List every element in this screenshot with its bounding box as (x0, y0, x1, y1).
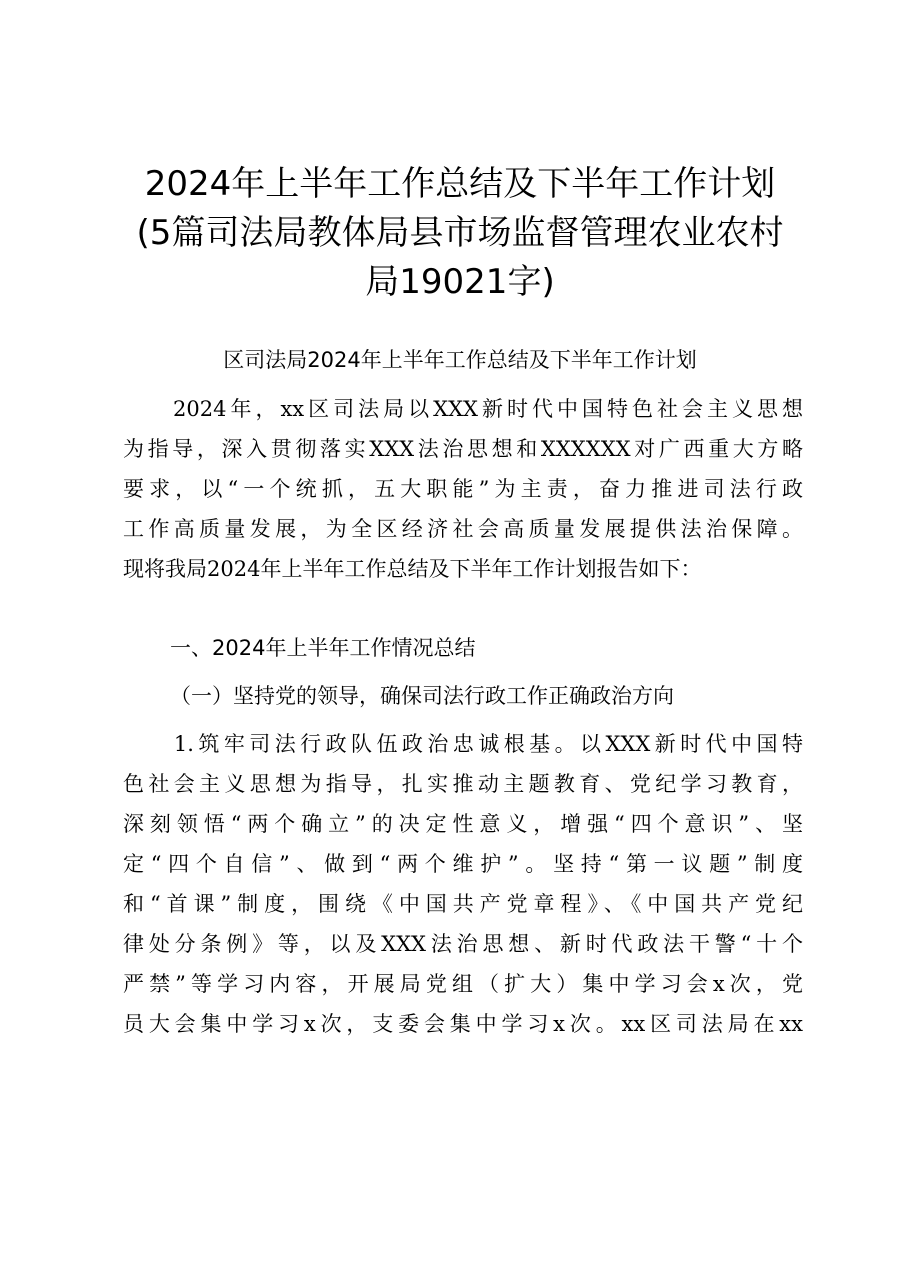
section-heading: 一、2024年上半年工作情况总结 (170, 636, 476, 660)
paragraph-line: 定“四个自信”、做到“两个维护”。坚持“第一议题”制度 (123, 852, 803, 876)
document-title (120, 160, 800, 307)
paragraph-line: 1.筑牢司法行政队伍政治忠诚根基。以XXX新时代中国特 (123, 732, 803, 756)
paragraph-line: 深刻领悟“两个确立”的决定性意义，增强“四个意识”、坚 (123, 812, 803, 836)
paragraph-line: 和“首课”制度，围绕《中国共产党章程》、《中国共产党纪 (123, 892, 803, 916)
document-subtitle: 区司法局2024年上半年工作总结及下半年工作计划 (223, 348, 697, 372)
paragraph-line: 色社会主义思想为指导，扎实推动主题教育、党纪学习教育， (123, 772, 803, 796)
paragraph-line: 现将我局2024年上半年工作总结及下半年工作计划报告如下： (123, 557, 702, 581)
paragraph-line: 员大会集中学习x次，支委会集中学习x次。xx区司法局在xx (123, 1012, 803, 1036)
paragraph-line: 工作高质量发展，为全区经济社会高质量发展提供法治保障。 (123, 517, 803, 541)
title-line-3: 局19021字) (365, 262, 555, 302)
paragraph-line: 要求，以“一个统抓，五大职能”为主责，奋力推进司法行政 (123, 477, 803, 501)
body-paragraph (123, 724, 803, 1044)
title-line-2: (5篇司法局教体局县市场监督管理农业农村 (136, 213, 784, 253)
paragraph-line: 为指导，深入贯彻落实XXX法治思想和XXXXXX对广西重大方略 (123, 437, 803, 461)
title-line-1: 2024年上半年工作总结及下半年工作计划 (144, 164, 776, 204)
subsection-heading: （一）坚持党的领导，确保司法行政工作正确政治方向 (170, 684, 674, 708)
paragraph-line: 律处分条例》等，以及XXX法治思想、新时代政法干警“十个 (123, 932, 803, 956)
intro-paragraph (123, 389, 803, 589)
paragraph-line: 2024年，xx区司法局以XXX新时代中国特色社会主义思想 (123, 397, 803, 421)
paragraph-line: 严禁”等学习内容，开展局党组（扩大）集中学习会x次，党 (123, 972, 803, 996)
